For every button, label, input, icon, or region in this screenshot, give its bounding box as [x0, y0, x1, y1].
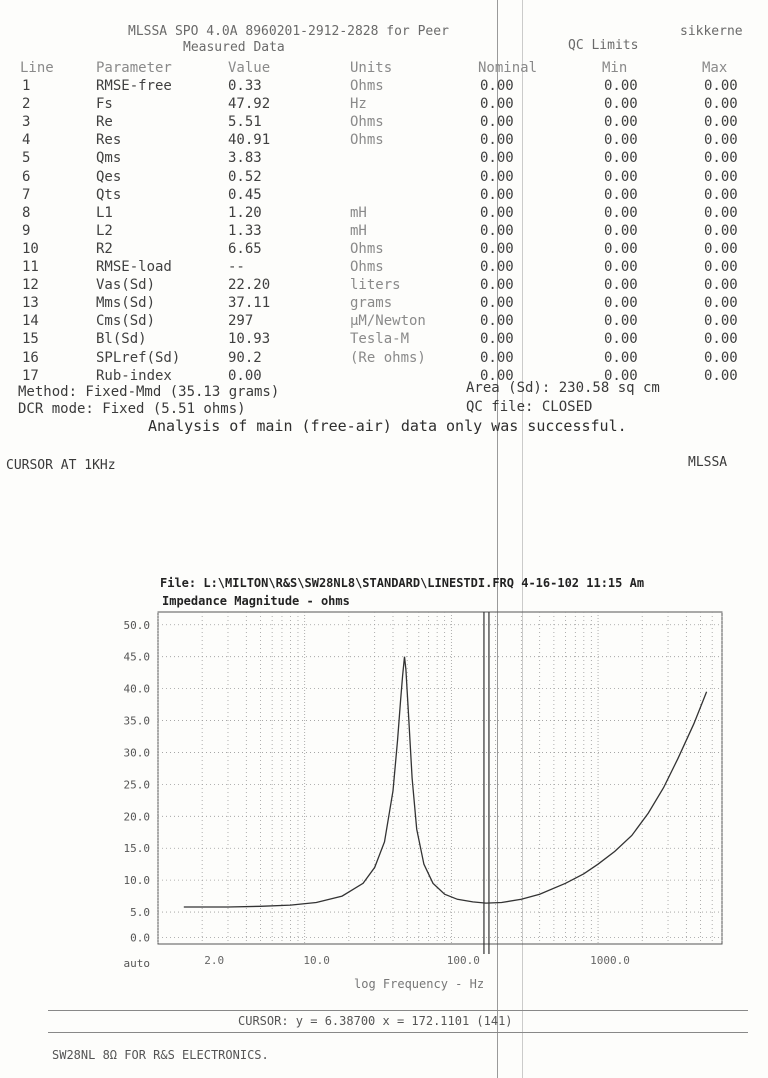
- cell-units: Ohms: [350, 259, 384, 275]
- impedance-chart: [0, 600, 768, 1020]
- cell-value: 297: [228, 313, 254, 330]
- cell-value: 22.20: [228, 277, 271, 294]
- impedance-chart-svg: [0, 600, 768, 1020]
- y-tick-label: 10.0: [123, 874, 150, 888]
- cell-min: 0.00: [604, 367, 638, 384]
- cell-line: 6: [22, 168, 31, 185]
- cell-min: 0.00: [604, 114, 638, 131]
- col-min: Min: [602, 60, 628, 76]
- table-row: [0, 277, 768, 295]
- cell-line: 10: [22, 240, 39, 257]
- table-row: [0, 223, 768, 241]
- table-row: [0, 114, 768, 132]
- cell-min: 0.00: [604, 96, 638, 113]
- cell-max: 0.00: [704, 114, 738, 131]
- cell-line: 5: [22, 150, 31, 167]
- cell-line: 11: [22, 259, 39, 275]
- table-row: [0, 313, 768, 331]
- cell-line: 16: [22, 349, 39, 366]
- cell-max: 0.00: [704, 240, 738, 257]
- cell-value: 37.11: [228, 295, 271, 312]
- cell-max: 0.00: [704, 259, 738, 275]
- cell-value: 6.65: [228, 240, 262, 257]
- cell-param: Qes: [96, 168, 122, 185]
- cell-line: 13: [22, 295, 39, 312]
- cell-max: 0.00: [704, 277, 738, 294]
- cell-value: --: [228, 259, 245, 275]
- cell-units: mH: [350, 204, 367, 221]
- cell-param: Bl(Sd): [96, 331, 147, 348]
- cell-min: 0.00: [604, 186, 638, 203]
- cell-nominal: 0.00: [480, 222, 514, 239]
- cell-nominal: 0.00: [480, 168, 514, 185]
- y-tick-label: 20.0: [123, 810, 150, 824]
- cell-value: 0.00: [228, 367, 262, 384]
- x-tick-label: 2.0: [204, 954, 225, 967]
- cell-nominal: 0.00: [480, 204, 514, 221]
- cell-line: 17: [22, 367, 39, 384]
- table-row: [0, 350, 768, 368]
- cell-max: 0.00: [704, 132, 738, 149]
- cell-max: 0.00: [704, 186, 738, 203]
- cell-max: 0.00: [704, 168, 738, 185]
- cell-line: 14: [22, 313, 39, 330]
- cell-param: SPLref(Sd): [96, 349, 181, 366]
- qc-limits-label: QC Limits: [568, 38, 639, 53]
- series-line: [184, 657, 707, 907]
- cell-min: 0.00: [604, 132, 638, 149]
- cell-max: 0.00: [704, 96, 738, 113]
- cell-max: 0.00: [704, 204, 738, 221]
- cursor-at-label: CURSOR AT 1KHz: [6, 458, 116, 473]
- cell-max: 0.00: [704, 331, 738, 348]
- cell-nominal: 0.00: [480, 96, 514, 113]
- cell-nominal: 0.00: [480, 150, 514, 167]
- cell-value: 0.33: [228, 78, 262, 94]
- cell-nominal: 0.00: [480, 259, 514, 275]
- cell-max: 0.00: [704, 78, 738, 94]
- brand-label: MLSSA: [688, 455, 728, 470]
- y-tick-label: 5.0: [130, 906, 150, 920]
- cell-nominal: 0.00: [480, 186, 514, 203]
- cell-param: Cms(Sd): [96, 313, 156, 330]
- cell-value: 0.45: [228, 186, 262, 203]
- cell-min: 0.00: [604, 222, 638, 239]
- table-row: [0, 259, 768, 277]
- table-row: [0, 78, 768, 96]
- bottom-note: SW28NL 8Ω FOR R&S ELECTRONICS.: [52, 1048, 269, 1062]
- table-row: [0, 241, 768, 259]
- cell-value: 3.83: [228, 150, 262, 167]
- cursor-readout: CURSOR: y = 6.38700 x = 172.1101 (141): [238, 1014, 513, 1028]
- dcr-line: DCR mode: Fixed (5.51 ohms): [18, 401, 246, 417]
- cell-max: 0.00: [704, 295, 738, 312]
- cell-nominal: 0.00: [480, 277, 514, 294]
- cell-param: Mms(Sd): [96, 295, 156, 312]
- col-nominal: Nominal: [478, 60, 538, 76]
- table-row: [0, 295, 768, 313]
- cell-line: 9: [22, 222, 31, 239]
- cell-max: 0.00: [704, 349, 738, 366]
- cell-min: 0.00: [604, 259, 638, 275]
- cell-param: Fs: [96, 96, 113, 113]
- cell-units: liters: [350, 277, 401, 294]
- cell-param: Qts: [96, 186, 122, 203]
- cell-min: 0.00: [604, 204, 638, 221]
- cell-max: 0.00: [704, 367, 738, 384]
- cell-line: 15: [22, 331, 39, 348]
- table-row: [0, 331, 768, 349]
- chart-file-line: File: L:\MILTON\R&S\SW28NL8\STANDARD\LINESTDI.FRQ 4-16-102 11:15 Am: [160, 576, 645, 590]
- cell-units: Ohms: [350, 132, 384, 149]
- cell-min: 0.00: [604, 240, 638, 257]
- cell-min: 0.00: [604, 349, 638, 366]
- cell-units: Tesla-M: [350, 331, 410, 348]
- cell-value: 90.2: [228, 349, 262, 366]
- cell-min: 0.00: [604, 313, 638, 330]
- cell-value: 1.33: [228, 222, 262, 239]
- cell-units: µM/Newton: [350, 313, 426, 330]
- y-tick-label: 45.0: [123, 650, 150, 664]
- y-tick-label: 15.0: [123, 842, 150, 856]
- cell-param: L2: [96, 222, 113, 239]
- cell-nominal: 0.00: [480, 295, 514, 312]
- y-tick-label: 50.0: [123, 618, 150, 632]
- cell-nominal: 0.00: [480, 132, 514, 149]
- cell-units: mH: [350, 222, 367, 239]
- x-axis-label: log Frequency - Hz: [354, 977, 485, 991]
- chart-title: Impedance Magnitude - ohms: [162, 594, 350, 608]
- table-row: [0, 169, 768, 187]
- area-line: Area (Sd): 230.58 sq cm: [466, 380, 660, 396]
- analysis-line: Analysis of main (free-air) data only was successful.: [148, 417, 627, 435]
- y-tick-label: 30.0: [123, 746, 150, 760]
- cell-value: 5.51: [228, 114, 262, 131]
- table-row: [0, 96, 768, 114]
- cell-min: 0.00: [604, 295, 638, 312]
- cell-units: (Re ohms): [350, 349, 426, 366]
- cell-units: Ohms: [350, 240, 384, 257]
- plot-frame: [158, 612, 722, 944]
- col-line: Line: [20, 60, 54, 76]
- cell-nominal: 0.00: [480, 240, 514, 257]
- cell-min: 0.00: [604, 277, 638, 294]
- table-header: [0, 60, 768, 78]
- cell-value: 1.20: [228, 204, 262, 221]
- cell-nominal: 0.00: [480, 367, 514, 384]
- cell-nominal: 0.00: [480, 114, 514, 131]
- report-title-right: sikkerne: [680, 24, 743, 39]
- qc-file-line: QC file: CLOSED: [466, 399, 593, 415]
- cell-value: 47.92: [228, 96, 271, 113]
- table-row: [0, 132, 768, 150]
- cell-nominal: 0.00: [480, 331, 514, 348]
- cell-nominal: 0.00: [480, 349, 514, 366]
- report-subtitle: Measured Data: [183, 40, 285, 55]
- cell-units: Ohms: [350, 114, 384, 131]
- cell-value: 10.93: [228, 331, 271, 348]
- col-value: Value: [228, 60, 271, 76]
- cell-line: 8: [22, 204, 31, 221]
- cell-line: 4: [22, 132, 31, 149]
- y-tick-label: 40.0: [123, 682, 150, 696]
- cell-line: 2: [22, 96, 31, 113]
- method-line: Method: Fixed-Mmd (35.13 grams): [18, 384, 280, 400]
- table-row: [0, 205, 768, 223]
- col-parameter: Parameter: [96, 60, 172, 76]
- cell-param: Res: [96, 132, 122, 149]
- cell-value: 40.91: [228, 132, 271, 149]
- cell-line: 1: [22, 78, 31, 94]
- cell-param: Vas(Sd): [96, 277, 156, 294]
- x-tick-label: 10.0: [303, 954, 330, 967]
- cell-units: Ohms: [350, 78, 384, 94]
- cell-min: 0.00: [604, 150, 638, 167]
- y-tick-label: 0.0: [130, 931, 150, 945]
- report-title: MLSSA SPO 4.0A 8960201-2912-2828 for Peer: [128, 24, 449, 39]
- cell-param: RMSE-free: [96, 78, 172, 94]
- y-tick-label: auto: [123, 957, 150, 971]
- cell-max: 0.00: [704, 313, 738, 330]
- cell-nominal: 0.00: [480, 313, 514, 330]
- table-row: [0, 150, 768, 168]
- cell-units: Hz: [350, 96, 367, 113]
- cell-param: Qms: [96, 150, 122, 167]
- cell-line: 12: [22, 277, 39, 294]
- cell-param: Rub-index: [96, 367, 172, 384]
- cell-value: 0.52: [228, 168, 262, 185]
- x-tick-label: 1000.0: [590, 954, 630, 967]
- cell-max: 0.00: [704, 150, 738, 167]
- table-row: [0, 187, 768, 205]
- y-tick-label: 35.0: [123, 714, 150, 728]
- col-max: Max: [702, 60, 728, 76]
- cell-param: RMSE-load: [96, 259, 172, 275]
- cell-param: L1: [96, 204, 113, 221]
- separator-line: [48, 1010, 748, 1011]
- cell-max: 0.00: [704, 222, 738, 239]
- separator-line-2: [48, 1032, 748, 1033]
- cell-line: 7: [22, 186, 31, 203]
- cell-param: Re: [96, 114, 113, 131]
- cell-line: 3: [22, 114, 31, 131]
- cell-param: R2: [96, 240, 113, 257]
- x-tick-label: 100.0: [446, 954, 480, 967]
- cell-nominal: 0.00: [480, 78, 514, 94]
- cell-min: 0.00: [604, 78, 638, 94]
- y-tick-label: 25.0: [123, 778, 150, 792]
- cell-min: 0.00: [604, 331, 638, 348]
- col-units: Units: [350, 60, 393, 76]
- cell-min: 0.00: [604, 168, 638, 185]
- cell-units: grams: [350, 295, 393, 312]
